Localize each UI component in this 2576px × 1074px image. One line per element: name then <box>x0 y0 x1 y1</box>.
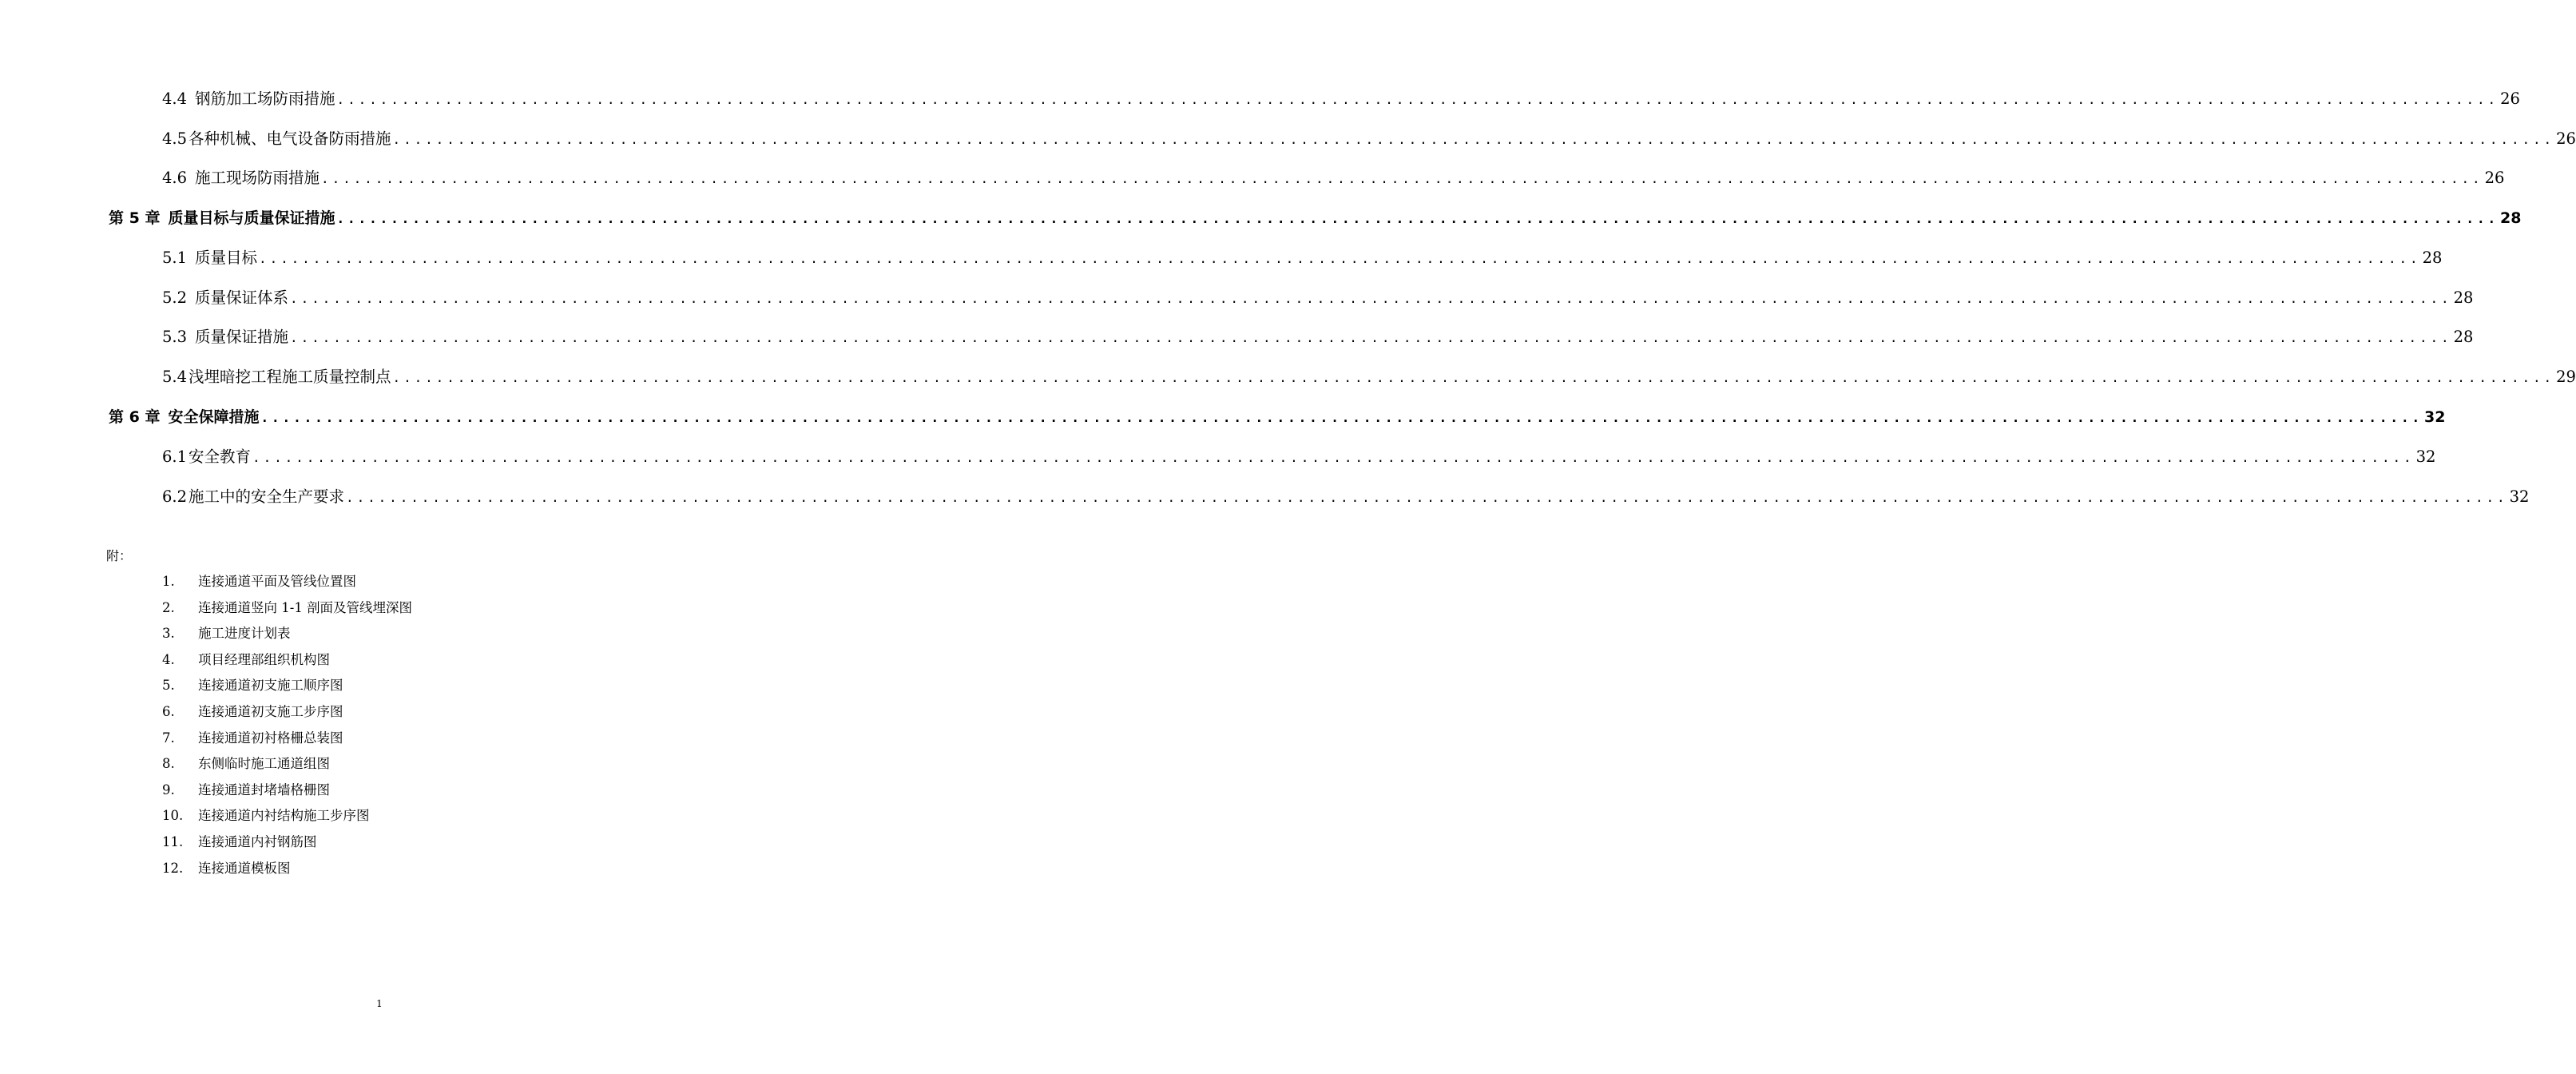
toc-entry-number: 5.4 <box>162 368 188 386</box>
toc-section-entry[interactable] <box>162 248 2443 269</box>
appendix-item-number: 5. <box>162 678 175 694</box>
appendix-item <box>162 703 343 721</box>
toc-section-entry[interactable] <box>162 487 2530 508</box>
appendix-item-title: 连接通道内衬结构施工步序图 <box>198 808 370 824</box>
toc-entry-title: 施工现场防雨措施 <box>195 169 320 187</box>
toc-chapter-entry[interactable] <box>109 208 2522 229</box>
appendix-item-number: 1. <box>162 574 175 589</box>
toc-entry-number: 4.5 <box>162 129 188 148</box>
toc-entry-number: 第 5 章 <box>109 209 161 227</box>
toc-entry-title: 施工中的安全生产要求 <box>189 487 345 506</box>
page-number: 1 <box>376 998 383 1009</box>
toc-entry-title: 各种机械、电气设备防雨措施 <box>189 129 391 148</box>
toc-dot-leader: ........................................................................................................................................................................................................ <box>290 291 2452 306</box>
toc-entry-page: 26 <box>2500 90 2520 108</box>
toc-dot-leader: ........................................................................................................................................................................................................ <box>290 330 2452 345</box>
toc-entry-page: 32 <box>2424 408 2446 426</box>
appendix-item-number: 11. <box>162 834 184 849</box>
appendix-item-number: 9. <box>162 782 175 798</box>
appendix-item <box>162 833 317 851</box>
toc-chapter-entry[interactable] <box>109 407 2446 428</box>
toc-dot-leader: ........................................................................................................................................................................................................ <box>321 171 2483 186</box>
appendix-item-title: 东侧临时施工通道组图 <box>198 756 330 772</box>
toc-dot-leader: ........................................................................................................................................................................................................ <box>336 92 2499 107</box>
toc-dot-leader: ........................................................................................................................................................................................................ <box>260 410 2423 425</box>
toc-entry-number: 5.2 <box>162 288 188 307</box>
toc-entry-page: 32 <box>2509 487 2530 506</box>
toc-section-entry[interactable] <box>162 129 2576 150</box>
appendix-item-number: 2. <box>162 599 175 615</box>
appendix-item <box>162 860 291 877</box>
toc-entry-title: 质量目标 <box>195 249 258 267</box>
toc-entry-title: 钢筋加工场防雨措施 <box>195 90 335 108</box>
appendix-item <box>162 599 412 617</box>
toc-entry-page: 28 <box>2453 288 2474 307</box>
appendix-item <box>162 730 343 747</box>
appendix-item <box>162 782 330 799</box>
toc-entry-title: 质量保证体系 <box>195 288 289 307</box>
appendix-item-number: 4. <box>162 651 175 667</box>
toc-section-entry[interactable] <box>162 89 2520 110</box>
toc-section-entry[interactable] <box>162 367 2576 388</box>
appendix-item-number: 7. <box>162 730 175 746</box>
appendix-label: 附： <box>106 548 133 563</box>
toc-entry-title: 质量目标与质量保证措施 <box>168 209 335 227</box>
toc-entry-page: 28 <box>2422 249 2443 267</box>
appendix-item <box>162 807 370 825</box>
appendix-item <box>162 625 291 642</box>
toc-entry-title: 浅埋暗挖工程施工质量控制点 <box>189 368 391 386</box>
appendix-item-number: 8. <box>162 756 175 772</box>
appendix-item-title: 连接通道平面及管线位置图 <box>198 574 356 589</box>
toc-entry-page: 26 <box>2484 169 2505 187</box>
appendix-item <box>162 651 330 669</box>
toc-dot-leader: ........................................................................................................................................................................................................ <box>252 450 2415 465</box>
toc-entry-title: 安全保障措施 <box>168 408 260 426</box>
toc-entry-number: 4.6 <box>162 169 188 187</box>
appendix-item-title: 连接通道初支施工步序图 <box>198 704 343 719</box>
toc-entry-number: 4.4 <box>162 90 188 108</box>
appendix-item-number: 10. <box>162 808 184 824</box>
appendix-item-title: 项目经理部组织机构图 <box>198 651 330 667</box>
appendix-item-title: 施工进度计划表 <box>198 626 291 642</box>
appendix-item-number: 3. <box>162 626 175 642</box>
toc-entry-number: 5.3 <box>162 328 188 346</box>
toc-entry-number: 6.1 <box>162 448 188 466</box>
toc-entry-number: 第 6 章 <box>109 408 161 426</box>
appendix-item <box>162 573 356 591</box>
toc-entry-page: 28 <box>2500 209 2522 227</box>
toc-entry-title: 安全教育 <box>189 448 252 466</box>
appendix-item-number: 6. <box>162 704 175 719</box>
appendix-item-title: 连接通道封堵墙格栅图 <box>198 782 330 798</box>
toc-section-entry[interactable] <box>162 447 2436 468</box>
appendix-item-title: 连接通道初衬格栅总装图 <box>198 730 343 746</box>
toc-entry-page: 32 <box>2415 448 2436 466</box>
appendix-item <box>162 755 330 773</box>
toc-section-entry[interactable] <box>162 168 2505 189</box>
toc-entry-page: 28 <box>2453 328 2474 346</box>
toc-dot-leader: ........................................................................................................................................................................................................ <box>392 132 2555 147</box>
appendix-item-title: 连接通道模板图 <box>198 860 291 876</box>
toc-section-entry[interactable] <box>162 288 2474 309</box>
toc-dot-leader: ........................................................................................................................................................................................................ <box>346 490 2508 505</box>
toc-entry-number: 6.2 <box>162 487 188 506</box>
appendix-item-title: 连接通道竖向 1-1 剖面及管线埋深图 <box>198 599 413 615</box>
toc-entry-number: 5.1 <box>162 249 188 267</box>
appendix-item-title: 连接通道初支施工顺序图 <box>198 678 343 694</box>
toc-dot-leader: ........................................................................................................................................................................................................ <box>259 251 2421 266</box>
toc-section-entry[interactable] <box>162 327 2474 348</box>
toc-dot-leader: ........................................................................................................................................................................................................ <box>336 211 2499 226</box>
toc-dot-leader: ........................................................................................................................................................................................................ <box>392 370 2555 385</box>
appendix-item-title: 连接通道内衬钢筋图 <box>198 834 317 849</box>
appendix-item-number: 12. <box>162 860 184 876</box>
toc-entry-page: 29 <box>2556 368 2576 386</box>
appendix-item <box>162 677 343 694</box>
toc-entry-title: 质量保证措施 <box>195 328 289 346</box>
toc-entry-page: 26 <box>2556 129 2576 148</box>
